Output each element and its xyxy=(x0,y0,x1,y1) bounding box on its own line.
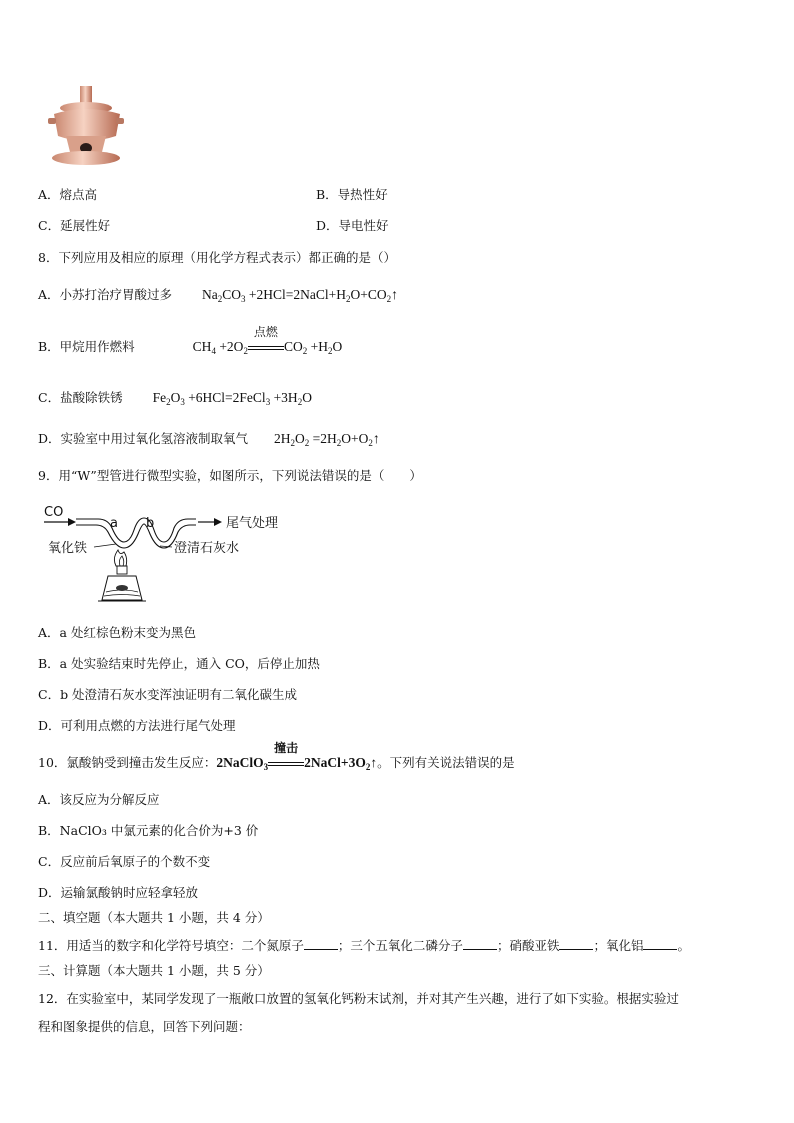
q8-d-equation: $2H_2O_2$ $=2H_2O+O_2↑$ xyxy=(274,431,380,448)
iron-oxide-label: 氧化铁 xyxy=(48,541,88,556)
q8-option-a: A．小苏打治疗胃酸过多 $Na_2CO_3$ $+2HCl=2NaCl+H_2O+CO_2↑$ xyxy=(38,287,399,304)
q7-option-a: A．熔点高 xyxy=(38,187,98,202)
q7-option-d: D．导电性好 xyxy=(316,218,389,233)
q7-option-c: C．延展性好 xyxy=(38,218,111,233)
q8-a-equation: $Na_2CO_3$ $+2HCl=2NaCl+H_2O+CO_2↑$ xyxy=(202,287,399,304)
q8-c-equation: $Fe_2O_3$ +6HCl=2FeCl$_3$ $+3H_2O$ xyxy=(152,390,312,407)
a-label: a xyxy=(110,516,118,531)
q9-stem: 9．用“W”型管进行微型实验，如图所示，下列说法错误的是（ ） xyxy=(38,468,422,483)
section-2-heading: 二、填空题（本大题共 1 小题，共 4 分） xyxy=(38,910,270,925)
q10-stem: 10．氯酸钠受到撞击发生反应：2NaClO$_3$ 撞击 $2NaCl+3O_2↑$。下列有关说法错误的是 xyxy=(38,741,515,772)
q10-option-a: A．该反应为分解反应 xyxy=(38,792,160,807)
q11-text: 11．用适当的数字和化学符号填空：二个氮原子 ；三个五氧化二磷分子 ；硝酸亚铁 ；氧化铝 。 xyxy=(38,938,690,953)
q12-line-2: 程和图象提供的信息，回答下列问题： xyxy=(38,1019,251,1034)
q10-option-d: D．运输氯酸钠时应轻拿轻放 xyxy=(38,885,199,900)
q9-option-a: A．a 处红棕色粉末变为黑色 xyxy=(38,625,196,640)
q10-option-c: C．反应前后氧原子的个数不变 xyxy=(38,854,211,869)
q11-blank-2[interactable] xyxy=(463,937,497,950)
q10-equation: 2NaClO$_3$ 撞击 $2NaCl+3O_2↑$ xyxy=(216,741,378,772)
co-label: CO xyxy=(44,505,64,520)
q8-b-equation: $CH_4 +2O_2$ 点燃 $CO_2 +H_2O$ xyxy=(192,325,343,356)
q11-blank-4[interactable] xyxy=(643,937,677,950)
q7-option-b: B．导热性好 xyxy=(316,187,388,202)
q9-option-c: C．b 处澄清石灰水变浑浊证明有二氧化碳生成 xyxy=(38,687,298,702)
limewater-label: 澄清石灰水 xyxy=(174,541,240,556)
q9-option-b: B．a 处实验结束时先停止，通入 CO，后停止加热 xyxy=(38,656,320,671)
q8-option-d: D．实验室中用过氧化氢溶液制取氧气 $2H_2O_2$ $=2H_2O+O_2↑$ xyxy=(38,431,380,448)
w-tube-diagram xyxy=(38,500,298,612)
exhaust-label: 尾气处理 xyxy=(226,516,279,531)
hotpot-image xyxy=(40,84,130,174)
q9-option-d: D．可利用点燃的方法进行尾气处理 xyxy=(38,718,236,733)
section-3-heading: 三、计算题（本大题共 1 小题，共 5 分） xyxy=(38,963,270,978)
q10-option-b: B．NaClO₃ 中氯元素的化合价为+3 价 xyxy=(38,823,259,838)
b-label: b xyxy=(146,516,155,531)
q11-blank-1[interactable] xyxy=(304,937,338,950)
q11-blank-3[interactable] xyxy=(559,937,593,950)
q8-option-b: B．甲烷用作燃料 $CH_4 +2O_2$ 点燃 $CO_2 +H_2O$ xyxy=(38,325,343,356)
q12-line-1: 12．在实验室中，某同学发现了一瓶敞口放置的氢氧化钙粉末试剂，并对其产生兴趣，进行了如下实验。根据实验过 xyxy=(38,991,679,1006)
q8-stem: 8．下列应用及相应的原理（用化学方程式表示）都正确的是（） xyxy=(38,250,396,265)
q8-option-c: C．盐酸除铁锈 $Fe_2O_3$ +6HCl=2FeCl$_3$ $+3H_2O$ xyxy=(38,390,312,407)
